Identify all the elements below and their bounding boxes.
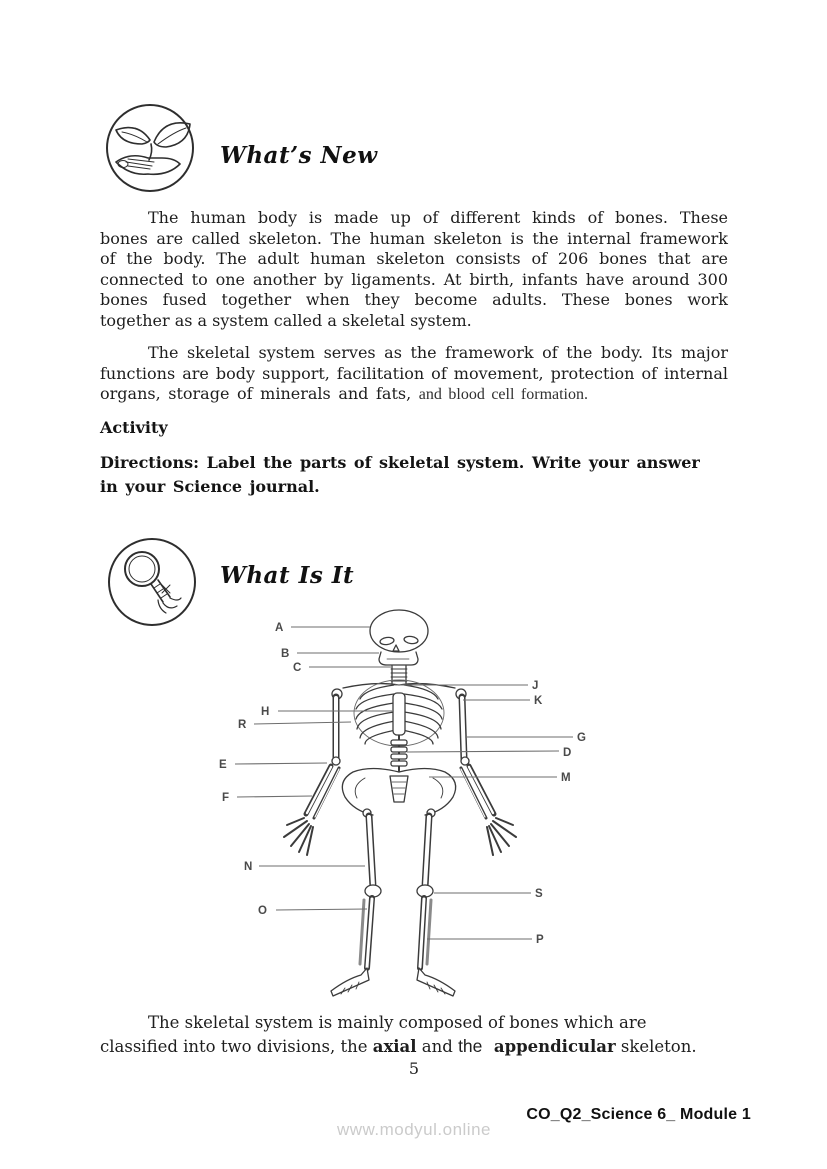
paragraph-line: The skeletal system serves as the framework of the body. Its major [148,343,728,362]
paragraph-line: together as a system called a skeletal system. [100,310,472,330]
diagram-label-h: H [261,706,270,718]
diagram-label-f: F [222,792,230,804]
hand-holding-plant-icon [104,102,196,194]
paragraph-line: The human body is made up of different kinds of bones. These [148,208,728,227]
skeleton-figure [284,610,516,996]
paragraph-segment: and [416,1036,459,1056]
diagram-label-j: J [532,680,539,692]
diagram-label-o: O [258,905,267,917]
paragraph-segment: classified into two divisions, the [100,1036,373,1056]
footer-module-code: CO_Q2_Science 6_ Module 1 [526,1106,751,1123]
diagram-label-g: G [577,732,586,744]
paragraph-line: of the body. The adult human skeleton consists of 206 bones that are [100,249,728,268]
activity-heading: Activity [100,418,168,437]
diagram-label-n: N [244,861,253,873]
diagram-label-d: D [563,747,572,759]
diagram-label-k: K [534,695,543,707]
paragraph-line: The skeletal system is mainly composed of bones which are [148,1013,647,1032]
paragraph-segment: the [458,1035,483,1056]
what-is-it-title: What Is It [220,562,355,589]
diagram-label-r: R [238,719,247,731]
functions-paragraph [100,343,728,406]
page-number: 5 [408,1059,420,1078]
intro-paragraph [100,208,728,331]
paragraph-line [100,384,728,406]
diagram-label-e: E [219,759,227,771]
directions-text [100,451,728,498]
diagram-label-b: B [281,648,290,660]
diagram-label-a: A [275,622,284,634]
paragraph-line: connected to one another by ligaments. At birth, infants have around 300 [100,269,728,289]
whats-new-title: What’s New [220,142,378,169]
diagram-label-s: S [535,888,543,900]
paragraph-segment: and blood cell formation. [418,386,588,403]
watermark: www.modyul.online [336,1120,491,1139]
diagram-label-m: M [561,772,571,784]
paragraph-line: bones are called skeleton. The human skeleton is the internal framework [100,228,728,248]
directions-line: in your Science journal. [100,476,320,496]
diagram-label-p: P [536,934,544,946]
skeleton-diagram [215,600,600,1010]
paragraph-line [100,1035,790,1059]
diagram-leader-lines [235,627,573,939]
magnifying-glass-icon [106,536,198,628]
paragraph-segment: organs, storage of minerals and fats, [100,384,419,403]
paragraph-line: functions are body support, facilitation of movement, protection of internal [100,363,728,383]
diagram-label-c: C [293,662,302,674]
keyword-axial: axial [372,1036,417,1056]
closing-paragraph [100,1012,790,1058]
paragraph-line: bones fused together when they become adults. These bones work [100,290,728,309]
keyword-appendicular: appendicular [482,1036,616,1056]
directions-line: Directions: Label the parts of skeletal system. Write your answer [100,453,700,472]
paragraph-segment: skeleton. [615,1036,697,1056]
